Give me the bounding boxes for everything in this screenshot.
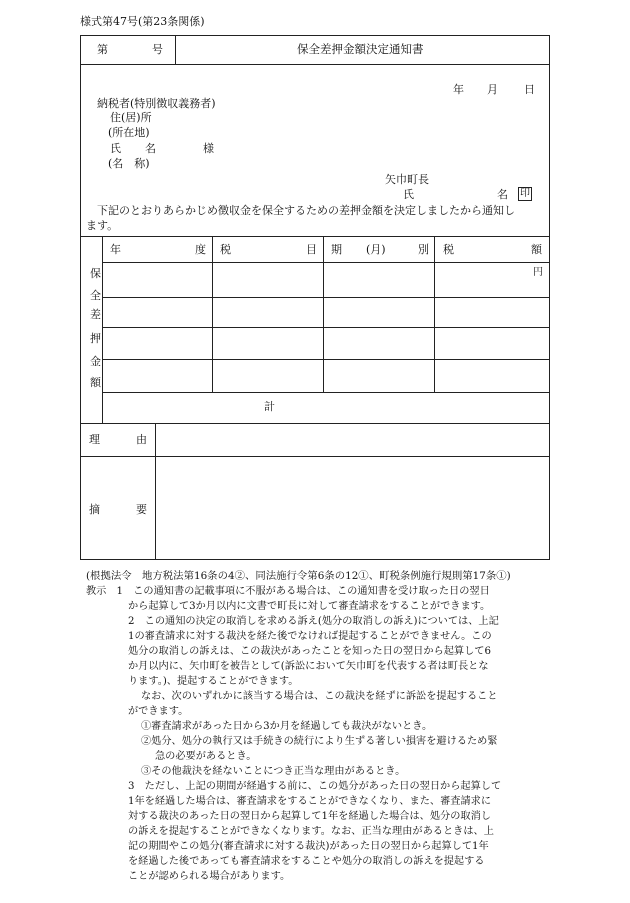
note-line: 処分の取消しの訴えは、この裁決があったことを知った日の翌日から起算して6 — [128, 646, 491, 657]
reason-remarks-divider — [155, 423, 156, 560]
number-label-1: 第 — [97, 43, 108, 56]
note-line: 3 ただし、上記の期間が経過する前に、この処分があった日の翌日から起算して — [128, 781, 502, 792]
table-top-line — [80, 236, 550, 237]
note-line: 急の必要があるとき。 — [155, 751, 257, 762]
note-line: ができます。 — [128, 706, 189, 717]
note-line: を経過した後であっても審査請求をすることや処分の取消しの訴えを提起する — [128, 856, 485, 867]
table-row-line-3 — [102, 359, 550, 360]
col-header-tax-1: 税 — [220, 243, 231, 256]
reason-bottom-line — [80, 456, 550, 457]
reason-label-1: 理 — [89, 433, 100, 446]
col-header-tax-2: 目 — [306, 243, 317, 256]
table-row-line-1 — [102, 297, 550, 298]
note-line: から起算して3か月以内に文書で町長に対して審査請求をすることができます。 — [128, 601, 491, 612]
intro-text-line-2: ます。 — [86, 219, 119, 232]
side-label-char: 押 — [90, 332, 101, 345]
intro-text-line-1: 下記のとおりあらかじめ徴収金を保全するための差押金額を決定しましたから通知し — [86, 204, 515, 217]
col-header-period-2: (月) — [366, 243, 386, 256]
total-label: 計 — [264, 400, 275, 413]
col-header-year-2: 度 — [195, 243, 206, 256]
table-col-divider-2 — [323, 236, 324, 392]
table-bottom-line — [80, 423, 550, 424]
note-line: か月以内に、矢巾町を被告として(訴訟において矢巾町を代表する者は町長とな — [128, 661, 489, 672]
form-number: 様式第47号(第23条関係) — [80, 15, 205, 28]
issuer-name-label-1: 氏 — [403, 188, 414, 201]
side-label-char: 全 — [90, 289, 101, 302]
legal-basis: (根拠法令 地方税法第16条の4②、同法施行令第6条の12①、町税条例施行規則第17条①) — [86, 570, 511, 582]
unit-yen-label: 円 — [533, 267, 543, 278]
seal-mark — [518, 187, 532, 201]
note-line: 1の審査請求に対する裁決を経た後でなければ提起することができません。この — [128, 631, 492, 642]
note-line: ③その他裁決を経ないことにつき正当な理由があるとき。 — [141, 766, 406, 777]
date-day-label: 日 — [524, 83, 535, 96]
table-header-line — [102, 262, 550, 263]
note-line: ります。)、提起することができます。 — [128, 676, 299, 687]
side-label-char: 保 — [90, 267, 101, 280]
table-total-line — [102, 392, 550, 393]
table-col-divider-1 — [212, 236, 213, 392]
table-row-line-2 — [102, 327, 550, 328]
col-header-period-3: 別 — [418, 243, 429, 256]
side-label-char: 差 — [90, 308, 101, 321]
side-label-char: 金 — [90, 355, 101, 368]
remarks-label-2: 要 — [136, 503, 147, 516]
note-line: ①審査請求があった日から3か月を経過しても裁決がないとき。 — [141, 721, 433, 732]
col-header-year-1: 年 — [110, 243, 121, 256]
date-month-label: 月 — [487, 83, 498, 96]
name-label-1: 氏 — [110, 142, 121, 155]
name-alt-label: (名 称) — [108, 157, 150, 170]
col-header-amount-2: 額 — [531, 243, 542, 256]
issuer-title: 矢巾町長 — [385, 173, 429, 186]
address-label: 住(居)所 — [110, 111, 152, 124]
note-line: 1年を経過した場合は、審査請求をすることができなくなり、また、審査請求に — [128, 796, 492, 807]
note-line: ②処分、処分の執行又は手続きの続行により生ずる著しい損害を避けるため緊 — [141, 736, 498, 747]
col-header-amount-1: 税 — [443, 243, 454, 256]
reason-label-2: 由 — [136, 433, 147, 446]
note-line: 2 この通知の決定の取消しを求める訴え(処分の取消しの訴え)については、上記 — [128, 616, 499, 627]
note-line: 対する裁決のあった日の翌日から起算して1年を経過した場合は、処分の取消し — [128, 811, 491, 822]
header-divider — [80, 64, 550, 65]
name-label-2: 名 — [145, 142, 156, 155]
document-title: 保全差押金額決定通知書 — [297, 42, 424, 56]
remarks-label-1: 摘 — [89, 503, 100, 516]
col-header-period-1: 期 — [331, 243, 342, 256]
issuer-name-label-2: 名 — [497, 188, 508, 201]
note-line: 記の期間やこの処分(審査請求に対する裁決)があった日の翌日から起算して1年 — [128, 841, 489, 852]
date-year-label: 年 — [453, 83, 464, 96]
side-label-char: 額 — [90, 376, 101, 389]
seal-label: 印 — [520, 188, 530, 199]
note-line: の訴えを提起することができなくなります。なお、正当な理由があるときは、上 — [128, 826, 494, 837]
number-label-2: 号 — [152, 43, 163, 56]
table-side-divider — [102, 236, 103, 423]
table-col-divider-3 — [434, 236, 435, 392]
address-alt-label: (所在地) — [108, 126, 150, 139]
honorific-label: 様 — [203, 142, 214, 155]
note-line: なお、次のいずれかに該当する場合は、この裁決を経ずに訴訟を提起すること — [141, 691, 498, 702]
header-number-divider — [175, 35, 176, 65]
note-line: 教示 1 この通知書の記載事項に不服がある場合は、この通知書を受け取った日の翌日 — [86, 586, 490, 597]
taxpayer-label: 納税者(特別徴収義務者) — [97, 97, 216, 110]
note-line: ことが認められる場合があります。 — [128, 871, 291, 882]
